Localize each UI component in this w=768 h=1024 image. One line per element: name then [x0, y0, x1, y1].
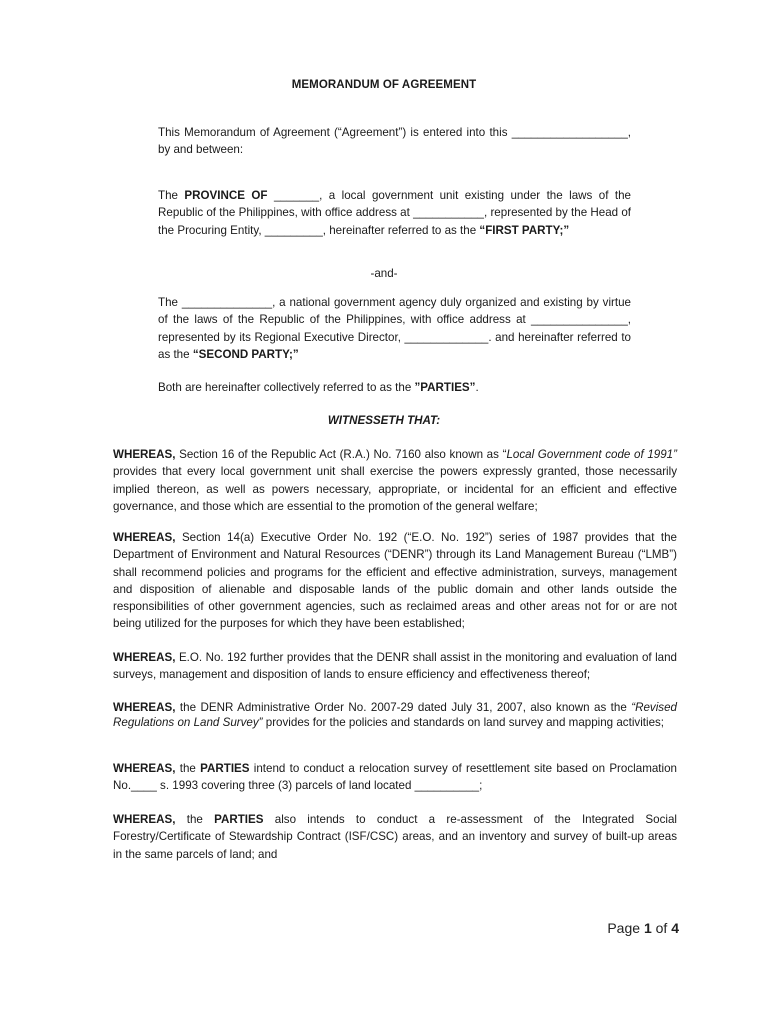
page-label: Page	[607, 920, 644, 936]
of-label: of	[651, 920, 672, 936]
parties-paragraph	[158, 379, 631, 396]
second-party-label: “SECOND PARTY;”	[192, 347, 299, 361]
whereas-paragraph-4	[113, 700, 677, 731]
first-party-text-1: The	[158, 189, 185, 202]
whereas-4-text-2: provides for the policies and standards on land survey and mapping activities;	[262, 716, 665, 730]
parties-text-2: .	[475, 381, 479, 394]
whereas-paragraph-2	[113, 529, 677, 633]
parties-label: ”PARTIES”	[414, 381, 476, 394]
second-party-text-1: The ______________, a national government agency duly organized and existing by virtue of the laws of the Republic of the Philippines, with office address at _______________, represented by its Regional Executive Director, _____________. and hereinafter referred to as the	[158, 296, 631, 361]
whereas-6-text-2: also intends to conduct a re-assessment of the Integrated Social Forestry/Certificate of Stewardship Contract (ISF/CSC) areas, and an inventory and survey of built-up areas in the same parcels of land; and	[113, 813, 677, 861]
and-separator: -and-	[370, 267, 398, 280]
whereas-4-italic: “Revised Regulations on Land Survey”	[113, 701, 677, 730]
document-title: MEMORANDUM OF AGREEMENT	[291, 79, 477, 91]
whereas-label: WHEREAS,	[113, 762, 176, 775]
intro-paragraph	[158, 124, 631, 159]
whereas-2-text: Section 14(a) Executive Order No. 192 (“E.O. No. 192”) series of 1987 provides that the Department of Environment and Natural Resources (“DENR”) through its Land Management Bureau (“LMB”) shall recommend policies and programs for the efficient and effective administration, surveys, management and disposition of alienable and disposable lands of the public domain and other lands outside the responsibilities of other government agencies, such as reclaimed areas and other areas not for or are not being utilized for the purposes for which they have been established;	[113, 531, 677, 631]
parties-text-1: Both are hereinafter collectively referred to as the	[158, 381, 415, 394]
province-of-label: PROVINCE OF	[184, 189, 268, 202]
total-pages-number: 4	[671, 920, 679, 936]
whereas-label: WHEREAS,	[113, 531, 176, 544]
page-number-footer	[607, 920, 679, 936]
whereas-4-text-1: the DENR Administrative Order No. 2007-29 dated July 31, 2007, also known as the	[175, 701, 632, 714]
whereas-1-text-2: provides that every local government unit shall exercise the powers expressly granted, those necessarily implied thereon, as well as powers necessary, appropriate, or incidental for an efficient and effective governance, and those which are essential to the promotion of the general welfare;	[113, 465, 677, 513]
parties-emphasis: PARTIES	[200, 762, 250, 775]
whereas-5-text-2: intend to conduct a relocation survey of resettlement site based on Proclamation No.____ s. 1993 covering three (3) parcels of land located __________;	[113, 762, 677, 793]
whereas-label: WHEREAS,	[113, 701, 176, 714]
whereas-1-italic: Local Government code of 1991”	[506, 448, 677, 461]
current-page-number: 1	[643, 920, 652, 936]
first-party-paragraph	[158, 187, 631, 239]
first-party-text-2: _______, a local government unit existing under the laws of the Republic of the Philippines, with office address at ___________, represented by the Head of the Procuring Entity, _________, hereinafter referred to as the	[158, 189, 631, 237]
whereas-paragraph-1	[113, 446, 677, 515]
second-party-paragraph	[158, 294, 631, 363]
whereas-label: WHEREAS,	[113, 813, 176, 826]
whereas-label: WHEREAS,	[113, 448, 176, 461]
whereas-paragraph-5	[113, 760, 677, 795]
whereas-paragraph-6	[113, 811, 677, 863]
parties-emphasis: PARTIES	[214, 813, 264, 826]
whereas-label: WHEREAS,	[113, 651, 176, 664]
intro-text: This Memorandum of Agreement (“Agreement”) is entered into this __________________, by and between:	[158, 126, 631, 157]
witnesseth-heading: WITNESSETH THAT:	[327, 414, 441, 427]
whereas-5-text-1: the	[175, 762, 201, 775]
whereas-1-text-1: Section 16 of the Republic Act (R.A.) No. 7160 also known as “	[175, 448, 507, 461]
whereas-paragraph-3	[113, 649, 677, 684]
whereas-6-text-1: the	[175, 813, 215, 826]
whereas-3-text: E.O. No. 192 further provides that the DENR shall assist in the monitoring and evaluation of land surveys, management and disposition of lands to ensure efficiency and effectiveness thereof;	[113, 651, 677, 682]
first-party-label: “FIRST PARTY;”	[479, 223, 570, 237]
